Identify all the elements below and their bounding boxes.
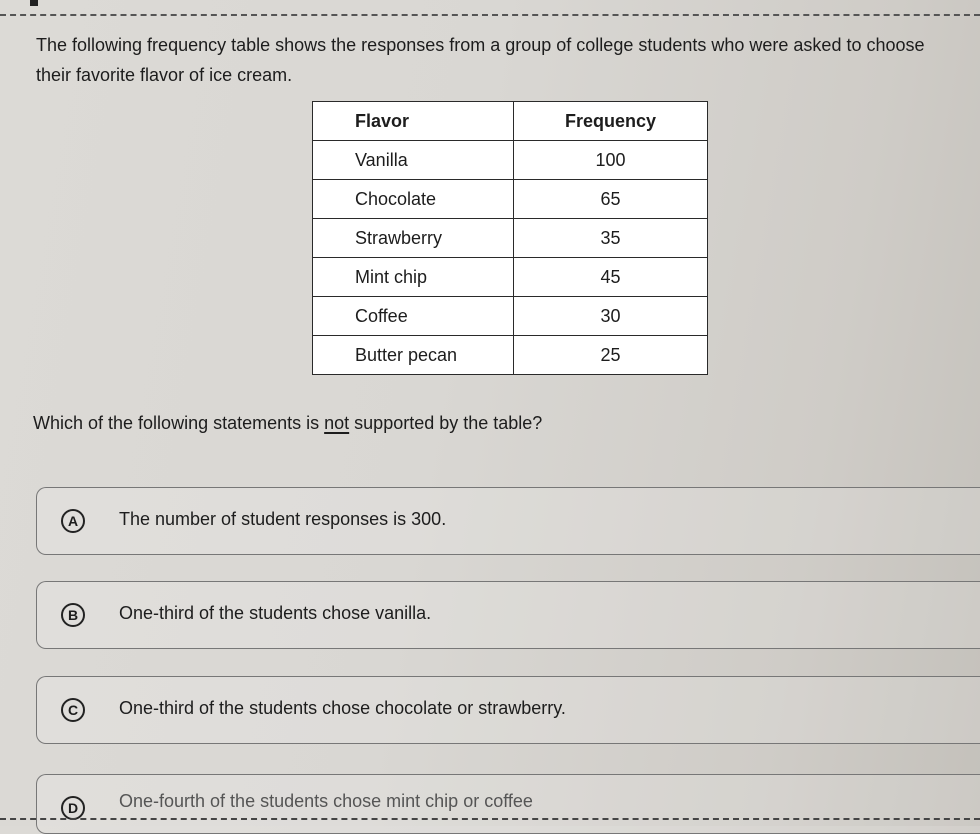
table-row xyxy=(313,336,708,375)
bottom-edge xyxy=(0,818,980,826)
choice-text-b: One-third of the students chose vanilla. xyxy=(119,603,432,623)
flavor-cell: Mint chip xyxy=(313,258,514,297)
frequency-cell: 65 xyxy=(514,180,708,219)
choice-letter-c: C xyxy=(61,698,85,722)
stem-before: Which of the following statements is xyxy=(33,413,325,433)
table-row xyxy=(313,297,708,336)
frequency-cell: 35 xyxy=(514,219,708,258)
choice-letter-b: B xyxy=(61,603,85,627)
table-row xyxy=(313,141,708,180)
top-edge xyxy=(0,0,980,16)
frequency-cell: 30 xyxy=(514,297,708,336)
question-prompt: The following frequency table shows the responses from a group of college students who were asked to choose their favorite flavor of ice cream. xyxy=(36,35,925,85)
flavor-cell: Butter pecan xyxy=(313,336,514,375)
table-header-row xyxy=(313,102,708,141)
choice-letter-a: A xyxy=(61,509,85,533)
flavor-cell: Strawberry xyxy=(313,219,514,258)
stem-emphasis: not xyxy=(324,413,350,433)
choice-letter-d: D xyxy=(61,796,85,820)
frequency-cell: 45 xyxy=(514,258,708,297)
choice-text-d: One-fourth of the students chose mint chip or coffee xyxy=(119,791,533,811)
choice-b[interactable] xyxy=(36,581,980,649)
frequency-cell: 25 xyxy=(514,336,708,375)
column-header-flavor: Flavor xyxy=(313,102,514,141)
flavor-cell: Coffee xyxy=(313,297,514,336)
flavor-cell: Chocolate xyxy=(313,180,514,219)
stem-after: supported by the table? xyxy=(349,413,543,433)
table-row xyxy=(313,258,708,297)
question-stem xyxy=(33,413,542,434)
frequency-table xyxy=(312,101,708,375)
choice-text-a: The number of student responses is 300. xyxy=(119,509,447,529)
table-row xyxy=(313,180,708,219)
flavor-cell: Vanilla xyxy=(313,141,514,180)
table-row xyxy=(313,219,708,258)
choice-text-c: One-third of the students chose chocolate or strawberry. xyxy=(119,698,566,718)
choice-c[interactable] xyxy=(36,676,980,744)
choice-a[interactable] xyxy=(36,487,980,555)
top-mark xyxy=(30,0,38,6)
column-header-frequency: Frequency xyxy=(514,102,708,141)
frequency-cell: 100 xyxy=(514,141,708,180)
